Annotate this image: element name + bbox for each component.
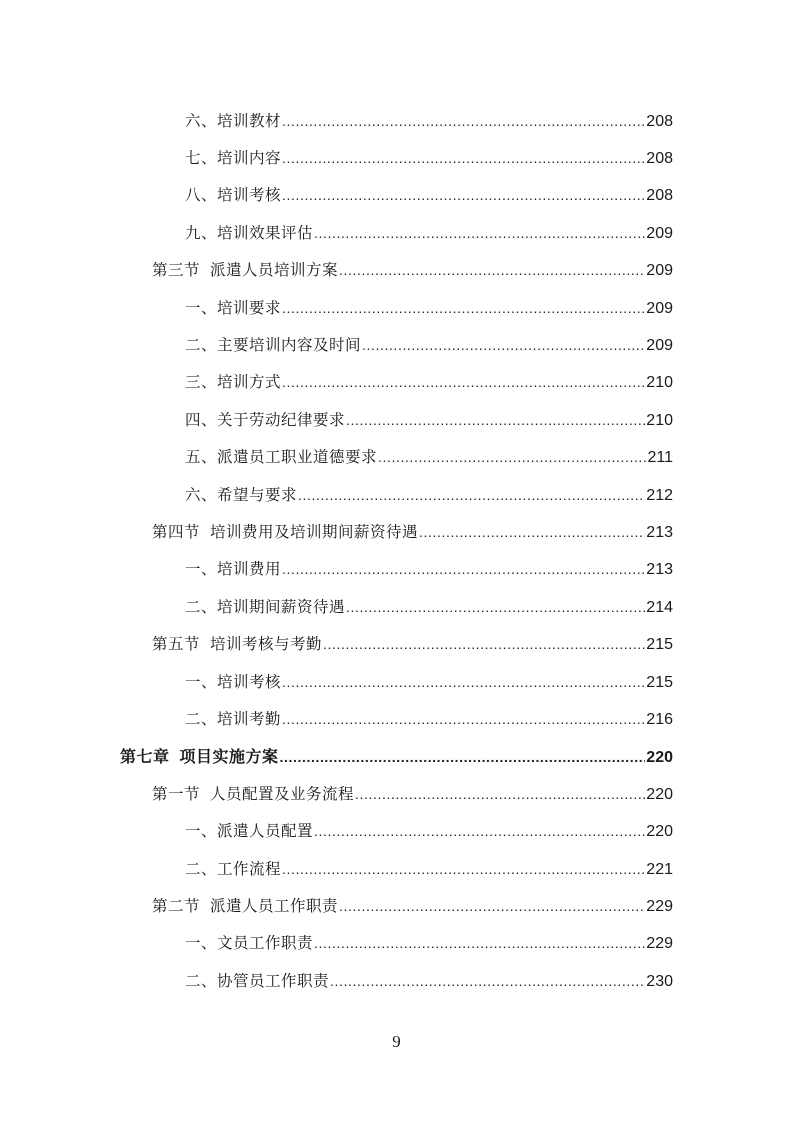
- toc-entry-title: 希望与要求: [217, 485, 298, 504]
- toc-page-number: 213: [646, 523, 673, 541]
- toc-entry-title: 培训考核与考勤: [210, 635, 323, 654]
- toc-page-number: 209: [646, 299, 673, 317]
- toc-page-number: 213: [646, 561, 673, 579]
- dot-leader: [355, 786, 645, 802]
- toc-entry-title: 协管员工作职责: [217, 971, 330, 990]
- toc-section-entry[interactable]: [0, 886, 793, 923]
- toc-entry-prefix: 一、: [185, 672, 218, 691]
- toc-entry-prefix: 六、: [185, 485, 218, 504]
- toc-page-number: 210: [646, 411, 673, 429]
- dot-leader: [282, 711, 645, 727]
- toc-entry[interactable]: [0, 138, 793, 175]
- toc-entry[interactable]: [0, 811, 793, 848]
- dot-leader: [282, 150, 645, 166]
- dot-leader: [314, 935, 645, 951]
- toc-entry-prefix: 一、: [185, 822, 218, 841]
- dot-leader: [362, 337, 645, 353]
- dot-leader: [419, 524, 645, 540]
- toc-entry[interactable]: [0, 961, 793, 998]
- toc-section-entry[interactable]: [0, 251, 793, 288]
- dot-leader: [314, 823, 645, 839]
- toc-entry-title: 培训内容: [217, 149, 282, 168]
- toc-entry-prefix: 二、: [185, 336, 218, 355]
- toc-entry-prefix: 二、: [185, 597, 218, 616]
- toc-entry-prefix: 九、: [185, 223, 218, 242]
- dot-leader: [314, 225, 645, 241]
- toc-page-number: 212: [646, 486, 673, 504]
- dot-leader: [282, 300, 645, 316]
- toc-entry-prefix: 一、: [185, 934, 218, 953]
- toc-chapter-entry[interactable]: [0, 737, 793, 774]
- toc-entry-title: 培训效果评估: [217, 223, 314, 242]
- toc-section-entry[interactable]: [0, 512, 793, 549]
- toc-entry-prefix: 第五节: [152, 635, 201, 654]
- toc-entry-title: 主要培训内容及时间: [217, 336, 362, 355]
- toc-entry-prefix: 第七章: [120, 746, 170, 766]
- toc-page-number: 211: [647, 449, 673, 467]
- toc-entry-title: 派遣员工职业道德要求: [217, 448, 378, 467]
- toc-page-number: 220: [646, 748, 673, 766]
- toc-entry-title: 派遣人员配置: [217, 822, 314, 841]
- toc-entry-title: 培训期间薪资待遇: [217, 597, 346, 616]
- toc-entry-prefix: 一、: [185, 298, 218, 317]
- toc-entry-prefix: 第二节: [152, 896, 201, 915]
- toc-entry-prefix: 七、: [185, 149, 218, 168]
- dot-leader: [346, 599, 645, 615]
- toc-entry[interactable]: [0, 288, 793, 325]
- dot-leader: [282, 374, 645, 390]
- toc-entry-title: 培训教材: [217, 111, 282, 130]
- toc-entry[interactable]: [0, 213, 793, 250]
- toc-page-number: 209: [646, 224, 673, 242]
- toc-page-number: 229: [646, 935, 673, 953]
- toc-entry-prefix: 六、: [185, 111, 218, 130]
- toc-entry[interactable]: [0, 475, 793, 512]
- toc-entry-title: 工作流程: [217, 859, 282, 878]
- toc-entry[interactable]: [0, 924, 793, 961]
- dot-leader: [330, 973, 645, 989]
- toc-page-number: 215: [646, 636, 673, 654]
- toc-page-number: 220: [646, 785, 673, 803]
- toc-page-number: 221: [646, 860, 673, 878]
- dot-leader: [282, 113, 645, 129]
- toc-entry[interactable]: [0, 849, 793, 886]
- toc-page-number: 216: [646, 710, 673, 728]
- toc-section-entry[interactable]: [0, 774, 793, 811]
- dot-leader: [346, 412, 645, 428]
- table-of-contents: [0, 101, 793, 998]
- toc-page-number: 208: [646, 150, 673, 168]
- toc-entry-prefix: 第四节: [152, 522, 201, 541]
- dot-leader: [339, 262, 645, 278]
- toc-entry-prefix: 三、: [185, 373, 218, 392]
- toc-entry[interactable]: [0, 400, 793, 437]
- toc-entry-title: 关于劳动纪律要求: [217, 410, 346, 429]
- toc-entry[interactable]: [0, 699, 793, 736]
- toc-page-number: 210: [646, 374, 673, 392]
- toc-entry-title: 文员工作职责: [217, 934, 314, 953]
- toc-entry[interactable]: [0, 325, 793, 362]
- toc-entry-prefix: 二、: [185, 859, 218, 878]
- toc-entry[interactable]: [0, 662, 793, 699]
- toc-entry-prefix: 二、: [185, 709, 218, 728]
- dot-leader: [378, 449, 646, 465]
- page-number-footer: 9: [392, 1032, 401, 1051]
- toc-entry-title: 项目实施方案: [179, 746, 279, 766]
- dot-leader: [280, 749, 646, 765]
- toc-entry-title: 培训费用: [217, 560, 282, 579]
- toc-entry[interactable]: [0, 587, 793, 624]
- toc-entry-prefix: 八、: [185, 186, 218, 205]
- toc-entry-prefix: 第一节: [152, 784, 201, 803]
- toc-page-number: 208: [646, 112, 673, 130]
- toc-entry-title: 派遣人员培训方案: [210, 261, 339, 280]
- dot-leader: [282, 187, 645, 203]
- toc-entry-prefix: 二、: [185, 971, 218, 990]
- toc-entry-prefix: 五、: [185, 448, 218, 467]
- toc-entry-title: 派遣人员工作职责: [210, 896, 339, 915]
- toc-entry-prefix: 四、: [185, 410, 218, 429]
- toc-page-number: 229: [646, 897, 673, 915]
- toc-entry-title: 培训要求: [217, 298, 282, 317]
- toc-entry[interactable]: [0, 438, 793, 475]
- toc-page-number: 209: [646, 337, 673, 355]
- toc-entry-prefix: 一、: [185, 560, 218, 579]
- toc-entry[interactable]: [0, 363, 793, 400]
- toc-entry-title: 培训费用及培训期间薪资待遇: [210, 522, 419, 541]
- toc-entry[interactable]: [0, 176, 793, 213]
- toc-page-number: 220: [646, 823, 673, 841]
- toc-entry[interactable]: [0, 550, 793, 587]
- dot-leader: [282, 561, 645, 577]
- toc-entry-title: 人员配置及业务流程: [210, 784, 355, 803]
- toc-page-number: 209: [646, 262, 673, 280]
- dot-leader: [339, 898, 645, 914]
- toc-entry-prefix: 第三节: [152, 261, 201, 280]
- toc-page-number: 230: [646, 972, 673, 990]
- toc-entry-title: 培训考核: [217, 186, 282, 205]
- dot-leader: [298, 487, 645, 503]
- toc-entry-title: 培训考勤: [217, 709, 282, 728]
- toc-entry-title: 培训方式: [217, 373, 282, 392]
- toc-page-number: 214: [646, 598, 673, 616]
- dot-leader: [282, 861, 645, 877]
- toc-section-entry[interactable]: [0, 624, 793, 661]
- toc-page-number: 215: [646, 673, 673, 691]
- toc-entry[interactable]: [0, 101, 793, 138]
- toc-entry-title: 培训考核: [217, 672, 282, 691]
- toc-page-number: 208: [646, 187, 673, 205]
- dot-leader: [323, 636, 645, 652]
- dot-leader: [282, 674, 645, 690]
